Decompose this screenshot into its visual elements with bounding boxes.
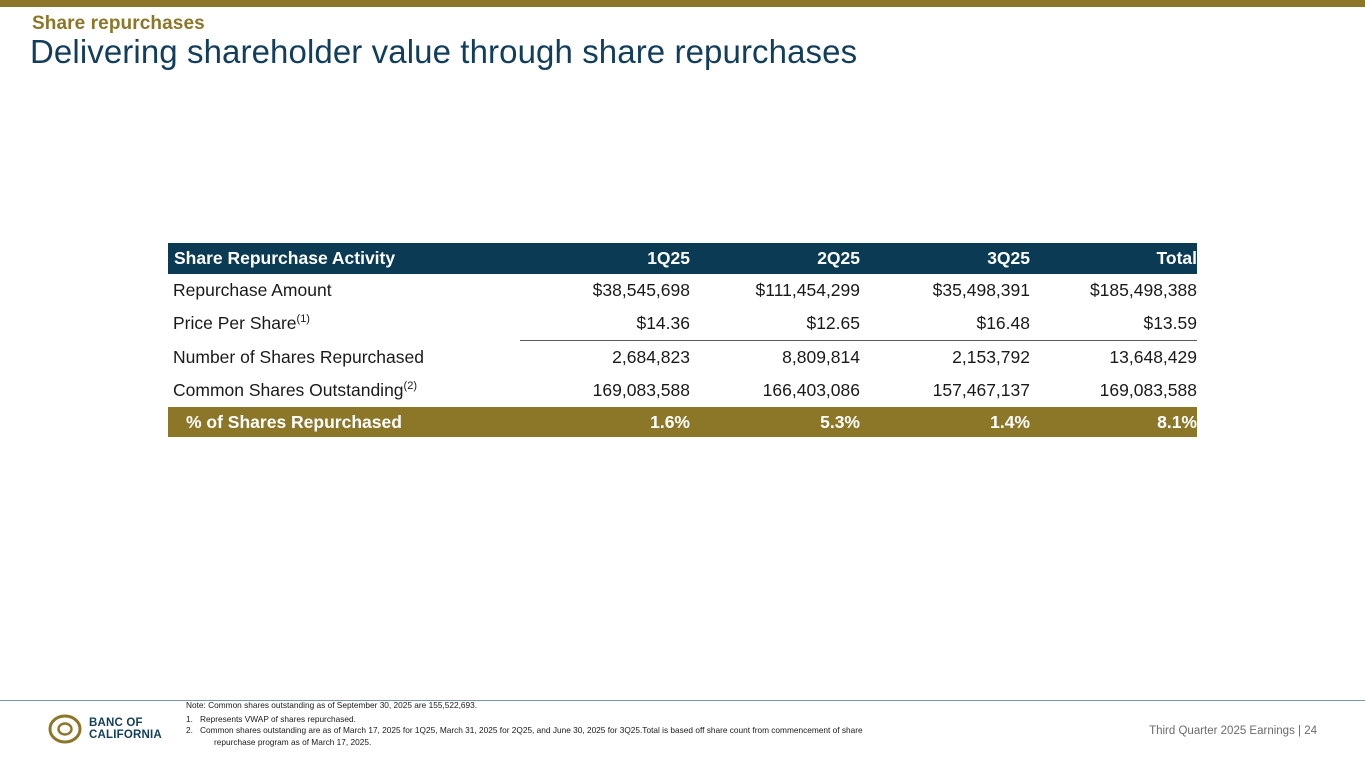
row-value: 2,684,823 <box>612 347 690 367</box>
row-label: Repurchase Amount <box>173 280 332 300</box>
table-header-cell: Total <box>1030 243 1197 274</box>
row-value: $38,545,698 <box>592 280 690 300</box>
row-value: 157,467,137 <box>932 380 1030 400</box>
table-total-row <box>168 407 1197 437</box>
footnotes <box>186 700 1036 748</box>
row-label: Common Shares Outstanding$^{(2)}$ <box>173 380 417 400</box>
row-value: $111,454,299 <box>755 280 860 300</box>
footnote-number: 2. <box>186 725 193 735</box>
footnote-text: Represents VWAP of shares repurchased. <box>200 713 356 724</box>
footnote-text: Common shares outstanding are as of March 17, 2025 for 1Q25, March 31, 2025 for 2Q25, and June 30, 2025 for 3Q25.Total is based off share count from commencement of share <box>200 725 863 735</box>
row-label: Number of Shares Repurchased <box>173 346 424 367</box>
list-item <box>186 725 1036 748</box>
row-value: 169,083,588 <box>592 380 690 400</box>
share-repurchase-table <box>168 243 1197 437</box>
slide-eyebrow: Share repurchases <box>32 13 205 34</box>
row-value: 166,403,086 <box>762 380 860 400</box>
logo-line-2: CALIFORNIA <box>89 729 162 741</box>
page-title: Delivering shareholder value through share repurchases <box>30 33 858 70</box>
logo-line-1: BANC OF <box>89 716 143 729</box>
table-header-cell: 2Q25 <box>690 243 860 274</box>
row-value: $16.48 <box>860 307 1030 341</box>
row-label: % of Shares Repurchased <box>168 407 520 437</box>
footnote-marker: (2) <box>403 380 417 393</box>
list-item <box>186 714 1036 726</box>
row-value: $14.36 <box>520 307 690 341</box>
share-repurchase-table-wrap <box>168 243 1197 437</box>
footnote-number: 1. <box>186 713 193 724</box>
banc-of-california-mark-icon <box>48 714 82 744</box>
row-value: 8.1% <box>1030 407 1197 437</box>
footnote-note: Note: Common shares outstanding as of September 30, 2025 are 155,522,693. <box>186 700 478 710</box>
row-value: 169,083,588 <box>1099 380 1197 400</box>
row-value: $12.65 <box>690 307 860 341</box>
table-row <box>168 374 1197 407</box>
row-value: $13.59 <box>1030 307 1197 341</box>
row-value: $35,498,391 <box>932 280 1030 300</box>
table-row <box>168 341 1197 375</box>
table-header-cell: 1Q25 <box>520 243 690 274</box>
footnote-marker: (1) <box>296 313 310 326</box>
row-label: Price Per Share$^{(1)}$ <box>173 313 310 334</box>
footnote-text-continued: repurchase program as of March 17, 2025. <box>214 736 372 747</box>
logo-text <box>89 717 162 742</box>
table-row <box>168 307 1197 341</box>
row-value: 2,153,792 <box>952 347 1030 367</box>
logo <box>48 714 162 744</box>
row-value: 13,648,429 <box>1109 347 1197 367</box>
top-accent-bar <box>0 0 1365 7</box>
row-value: 8,809,814 <box>782 347 860 367</box>
row-value: $185,498,388 <box>1089 280 1197 300</box>
row-value: 1.6% <box>520 407 690 437</box>
page-footer-text: Third Quarter 2025 Earnings | 24 <box>1149 725 1317 737</box>
table-header-cell: Share Repurchase Activity <box>168 243 520 274</box>
table-header-cell: 3Q25 <box>860 243 1030 274</box>
footnote-list <box>186 714 1036 749</box>
table-header-row <box>168 243 1197 274</box>
table-row <box>168 274 1197 307</box>
row-value: 1.4% <box>860 407 1030 437</box>
row-value: 5.3% <box>690 407 860 437</box>
